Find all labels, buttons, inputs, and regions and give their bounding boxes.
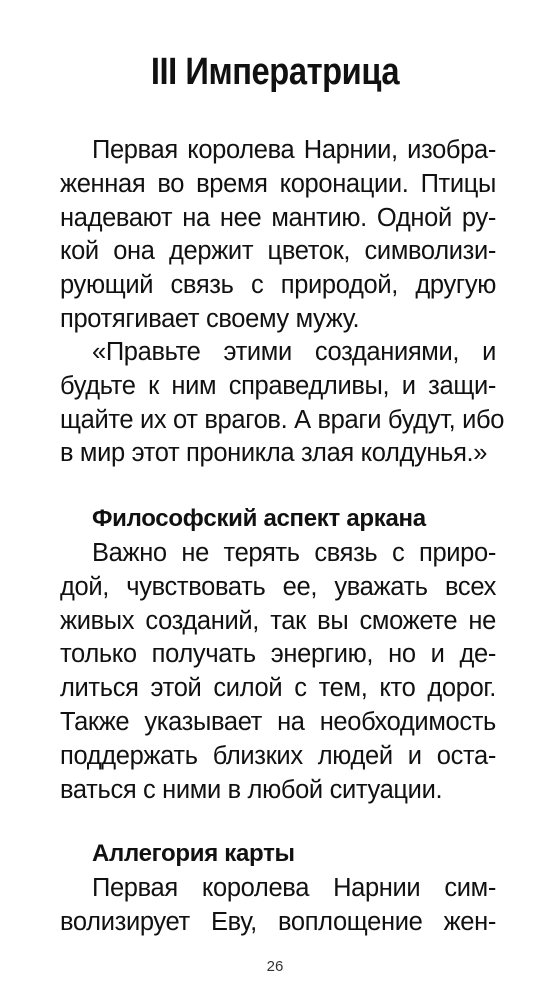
text-line: дой, чувствовать ее, уважать всех	[60, 572, 496, 601]
text-line: женная во время коронации. Птицы	[60, 169, 496, 198]
intro-paragraph-1	[60, 134, 496, 337]
text-line: волизирует Еву, воплощение жен-	[60, 907, 496, 936]
text-line: рующий связь с природой, другую	[60, 271, 496, 300]
text-line: поддержать близких людей и оста-	[60, 741, 496, 770]
text-line: литься этой силой с тем, кто дорог.	[60, 674, 496, 703]
text-line: протягивает своему мужу.	[60, 304, 360, 333]
text-line: ваться с ними в любой ситуации.	[60, 775, 443, 804]
text-line: кой она держит цветок, символизи-	[60, 237, 496, 266]
text-line: Первая королева Нарнии, изобра-	[92, 136, 496, 164]
text-line: Первая королева Нарнии сим-	[92, 874, 496, 902]
allegory-heading: Аллегория карты	[92, 840, 295, 867]
text-line: «Правьте этими созданиями, и	[92, 338, 496, 366]
text-line: щайте их от врагов. А враги будут, ибо	[60, 405, 505, 434]
text-line: надевают на нее мантию. Одной ру-	[60, 203, 496, 232]
philosophy-paragraph	[60, 537, 496, 807]
text-line: живых созданий, так вы сможете не	[60, 606, 496, 635]
allegory-paragraph	[60, 872, 496, 940]
text-line: Также указывает на необходимость	[60, 707, 496, 736]
philosophy-heading: Философский аспект аркана	[92, 505, 426, 532]
text-line: в мир этот проникла злая колдунья.»	[60, 439, 488, 468]
text-line: Важно не терять связь с приро-	[92, 539, 496, 567]
page-title: III Императрица	[150, 51, 400, 93]
text-line: будьте к ним справедливы, и защи-	[60, 371, 496, 400]
intro-paragraph-2	[60, 336, 505, 471]
page-number: 26	[266, 958, 284, 975]
text-line: только получать энергию, но и де-	[60, 640, 496, 669]
